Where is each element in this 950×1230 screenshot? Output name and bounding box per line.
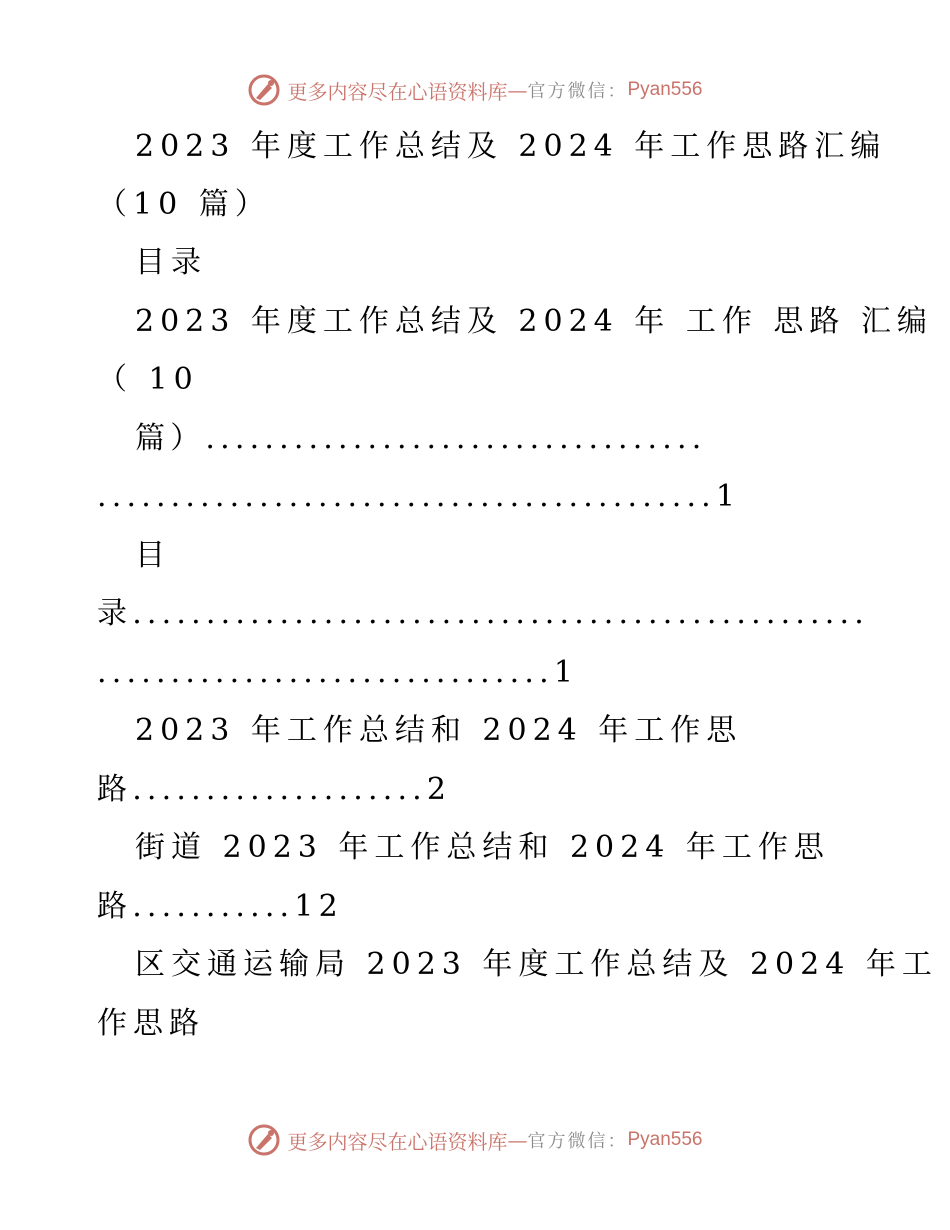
toc-entry-2-line-3: ...............................1 [97,655,579,690]
toc-entry-4-line-1: 街道 2023 年工作总结和 2024 年工作思 [135,830,830,865]
watermark-header [0,70,950,110]
toc-entry-2-line-1: 目 [135,538,171,573]
toc-entry-2-line-2: 录.................................................. [97,596,870,631]
toc-entry-1-line-2: （ 10 [97,362,199,397]
pen-logo-icon [247,1123,281,1157]
watermark-text: 更多内容尽在心语资料库 [287,79,508,104]
watermark-id: Pyan556 [627,79,703,100]
document-title-line-1: 2023 年度工作总结及 2024 年工作思路汇编 [135,129,887,164]
toc-entry-3-line-1: 2023 年工作总结和 2024 年工作思 [135,713,743,748]
watermark-separator: — [507,1128,528,1152]
toc-heading: 目录 [135,245,207,280]
toc-entry-5-line-2: 作思路 [97,1006,205,1041]
toc-entry-3-line-2: 路....................2 [97,772,452,807]
watermark-text: 更多内容尽在心语资料库 [287,1129,508,1154]
pen-logo-icon [247,73,281,107]
toc-entry-1-line-1: 2023 年度工作总结及 2024 年 工作 思路 汇编 [135,304,933,339]
watermark-id: Pyan556 [627,1129,703,1150]
toc-entry-4-line-2: 路...........12 [97,889,343,924]
toc-entry-5-line-1: 区交通运输局 2023 年度工作总结及 2024 年工 [135,947,938,982]
watermark-footer [0,1120,950,1160]
document-title-line-2: （10 篇） [97,187,271,222]
watermark-sub: 官方微信： [527,1131,628,1152]
toc-entry-1-line-3: 篇）.................................. [135,421,707,456]
watermark-sub: 官方微信： [527,81,628,102]
watermark-separator: — [507,78,528,102]
toc-entry-1-line-4: ..........................................1 [97,479,741,514]
